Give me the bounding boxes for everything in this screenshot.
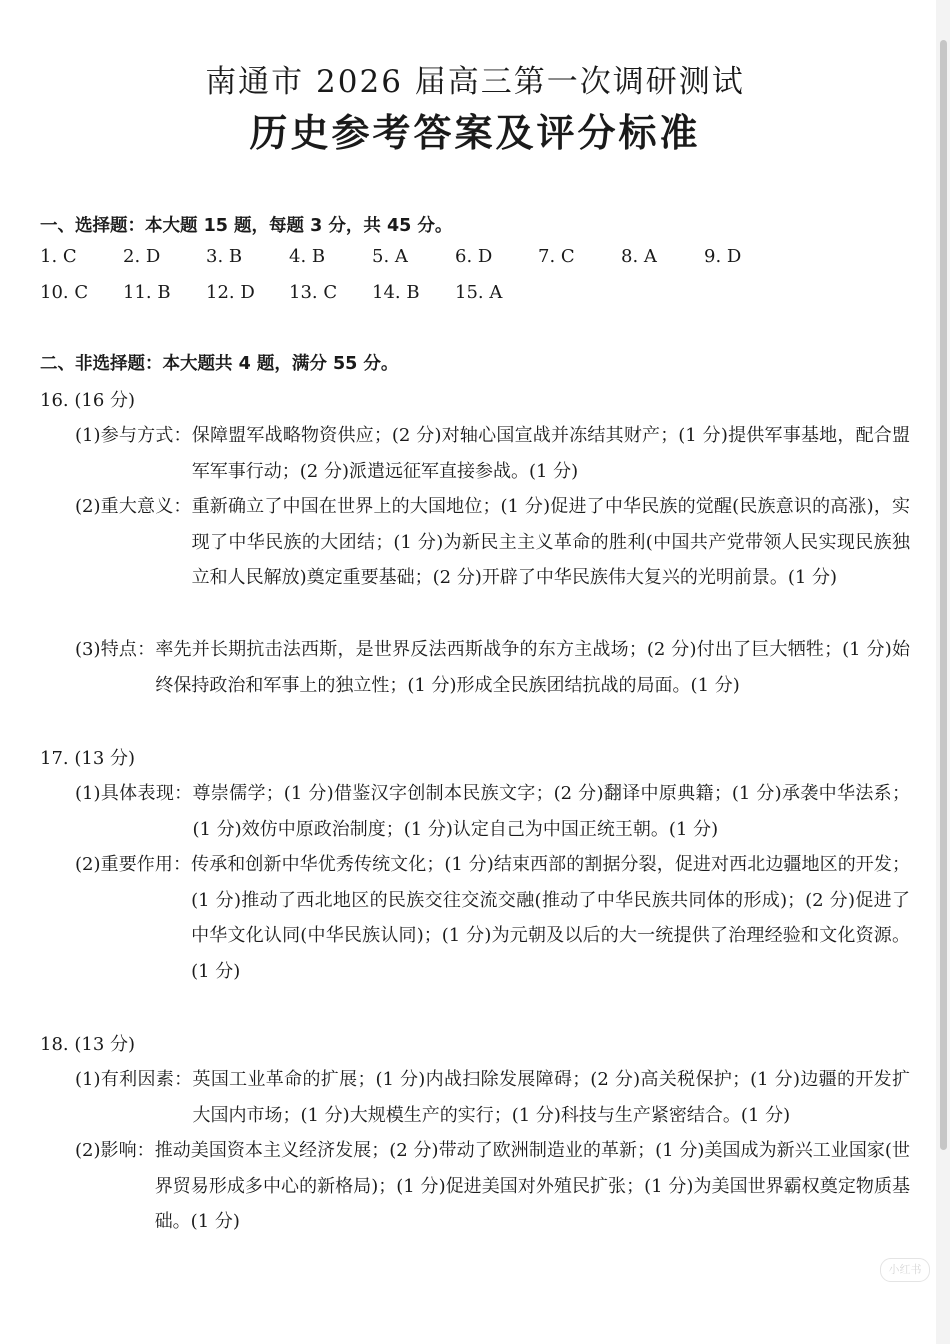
- q16-answer-2: [75, 489, 910, 596]
- q16-item-3-label: (3)特点：: [75, 639, 156, 660]
- answer-row-1: [40, 243, 840, 271]
- answer-13: 13. C: [289, 282, 338, 303]
- answer-2: 2. D: [123, 246, 161, 267]
- section-two-heading: 二、非选择题：本大题共 4 题，满分 55 分。: [40, 354, 399, 374]
- answer-6: 6. D: [455, 246, 493, 267]
- watermark-logo: 小红书: [880, 1258, 930, 1282]
- q17-item-2-label: (2)重要作用：: [75, 854, 192, 875]
- answer-3: 3. B: [206, 246, 243, 267]
- q16-item-2-label: (2)重大意义：: [75, 496, 192, 517]
- q17-answer-2: [75, 847, 910, 989]
- q17-answer-1: [75, 776, 910, 847]
- q17-item-2-text: 传承和创新中华优秀传统文化；(1 分)结束西部的割据分裂，促进对西北边疆地区的开发；(1 分)推动了西北地区的民族交往交流交融(推动了中华民族共同体的形成)；(2 分)促进了中华文化认同(中华民族认同)；(1 分)为元朝及以后的大一统提供了治理经验和文化资源。(1 分): [191, 854, 911, 982]
- answer-15: 15. A: [455, 282, 503, 303]
- q17-item-1-text: 尊崇儒学；(1 分)借鉴汉字创制本民族文字；(2 分)翻译中原典籍；(1 分)承袭中华法系；(1 分)效仿中原政治制度；(1 分)认定自己为中国正统王朝。(1 分): [192, 783, 911, 840]
- question-17-heading: 17. (13 分): [40, 748, 136, 769]
- answer-12: 12. D: [206, 282, 255, 303]
- q16-answer-3: [75, 632, 910, 703]
- q18-item-1-label: (1)有利因素：: [75, 1069, 193, 1090]
- q16-item-1-label: (1)参与方式：: [75, 425, 192, 446]
- answer-5: 5. A: [372, 246, 408, 267]
- answer-14: 14. B: [372, 282, 420, 303]
- q18-item-2-text: 推动美国资本主义经济发展；(2 分)带动了欧洲制造业的革新；(1 分)美国成为新兴工业国家(世界贸易形成多中心的新格局)；(1 分)促进美国对外殖民扩张；(1 分)为美国世界霸权奠定物质基础。(1 分): [154, 1140, 910, 1232]
- q18-answer-2: [75, 1133, 910, 1240]
- q18-item-1-text: 英国工业革命的扩展；(1 分)内战扫除发展障碍；(2 分)高关税保护；(1 分)边疆的开发扩大国内市场；(1 分)大规模生产的实行；(1 分)科技与生产紧密结合。(1 分): [192, 1069, 911, 1126]
- q16-item-1-text: 保障盟军战略物资供应；(2 分)对轴心国宣战并冻结其财产；(1 分)提供军事基地，配合盟军军事行动；(2 分)派遣远征军直接参战。(1 分): [191, 425, 910, 482]
- q16-item-2-text: 重新确立了中国在世界上的大国地位；(1 分)促进了中华民族的觉醒(民族意识的高涨)，实现了中华民族的大团结；(1 分)为新民主主义革命的胜利(中国共产党带领人民实现民族独立和人民解放)奠定重要基础；(2 分)开辟了中华民族伟大复兴的光明前景。(1 分): [191, 496, 911, 588]
- section-one-heading: 一、选择题：本大题 15 题，每题 3 分，共 45 分。: [40, 216, 453, 236]
- answer-11: 11. B: [123, 282, 171, 303]
- question-18-heading: 18. (13 分): [40, 1034, 136, 1055]
- q16-answer-1: [75, 418, 910, 489]
- exam-title: 南通市 2026 届高三第一次调研测试: [205, 64, 745, 100]
- q17-item-1-label: (1)具体表现：: [75, 783, 193, 804]
- answer-row-2: [40, 279, 840, 307]
- answer-7: 7. C: [538, 246, 575, 267]
- answer-9: 9. D: [704, 246, 742, 267]
- answer-10: 10. C: [40, 282, 89, 303]
- answer-4: 4. B: [289, 246, 326, 267]
- q18-item-2-label: (2)影响：: [75, 1140, 155, 1161]
- answer-1: 1. C: [40, 246, 77, 267]
- q18-answer-1: [75, 1062, 910, 1133]
- document-subtitle: 历史参考答案及评分标准: [249, 111, 701, 155]
- q16-item-3-text: 率先并长期抗击法西斯，是世界反法西斯战争的东方主战场；(2 分)付出了巨大牺牲；(1 分)始终保持政治和军事上的独立性；(1 分)形成全民族团结抗战的局面。(1 分): [155, 639, 910, 696]
- question-16-heading: 16. (16 分): [40, 390, 136, 411]
- scrollbar-thumb[interactable]: [940, 40, 947, 1150]
- answer-8: 8. A: [621, 246, 657, 267]
- vertical-scrollbar[interactable]: [936, 0, 950, 1344]
